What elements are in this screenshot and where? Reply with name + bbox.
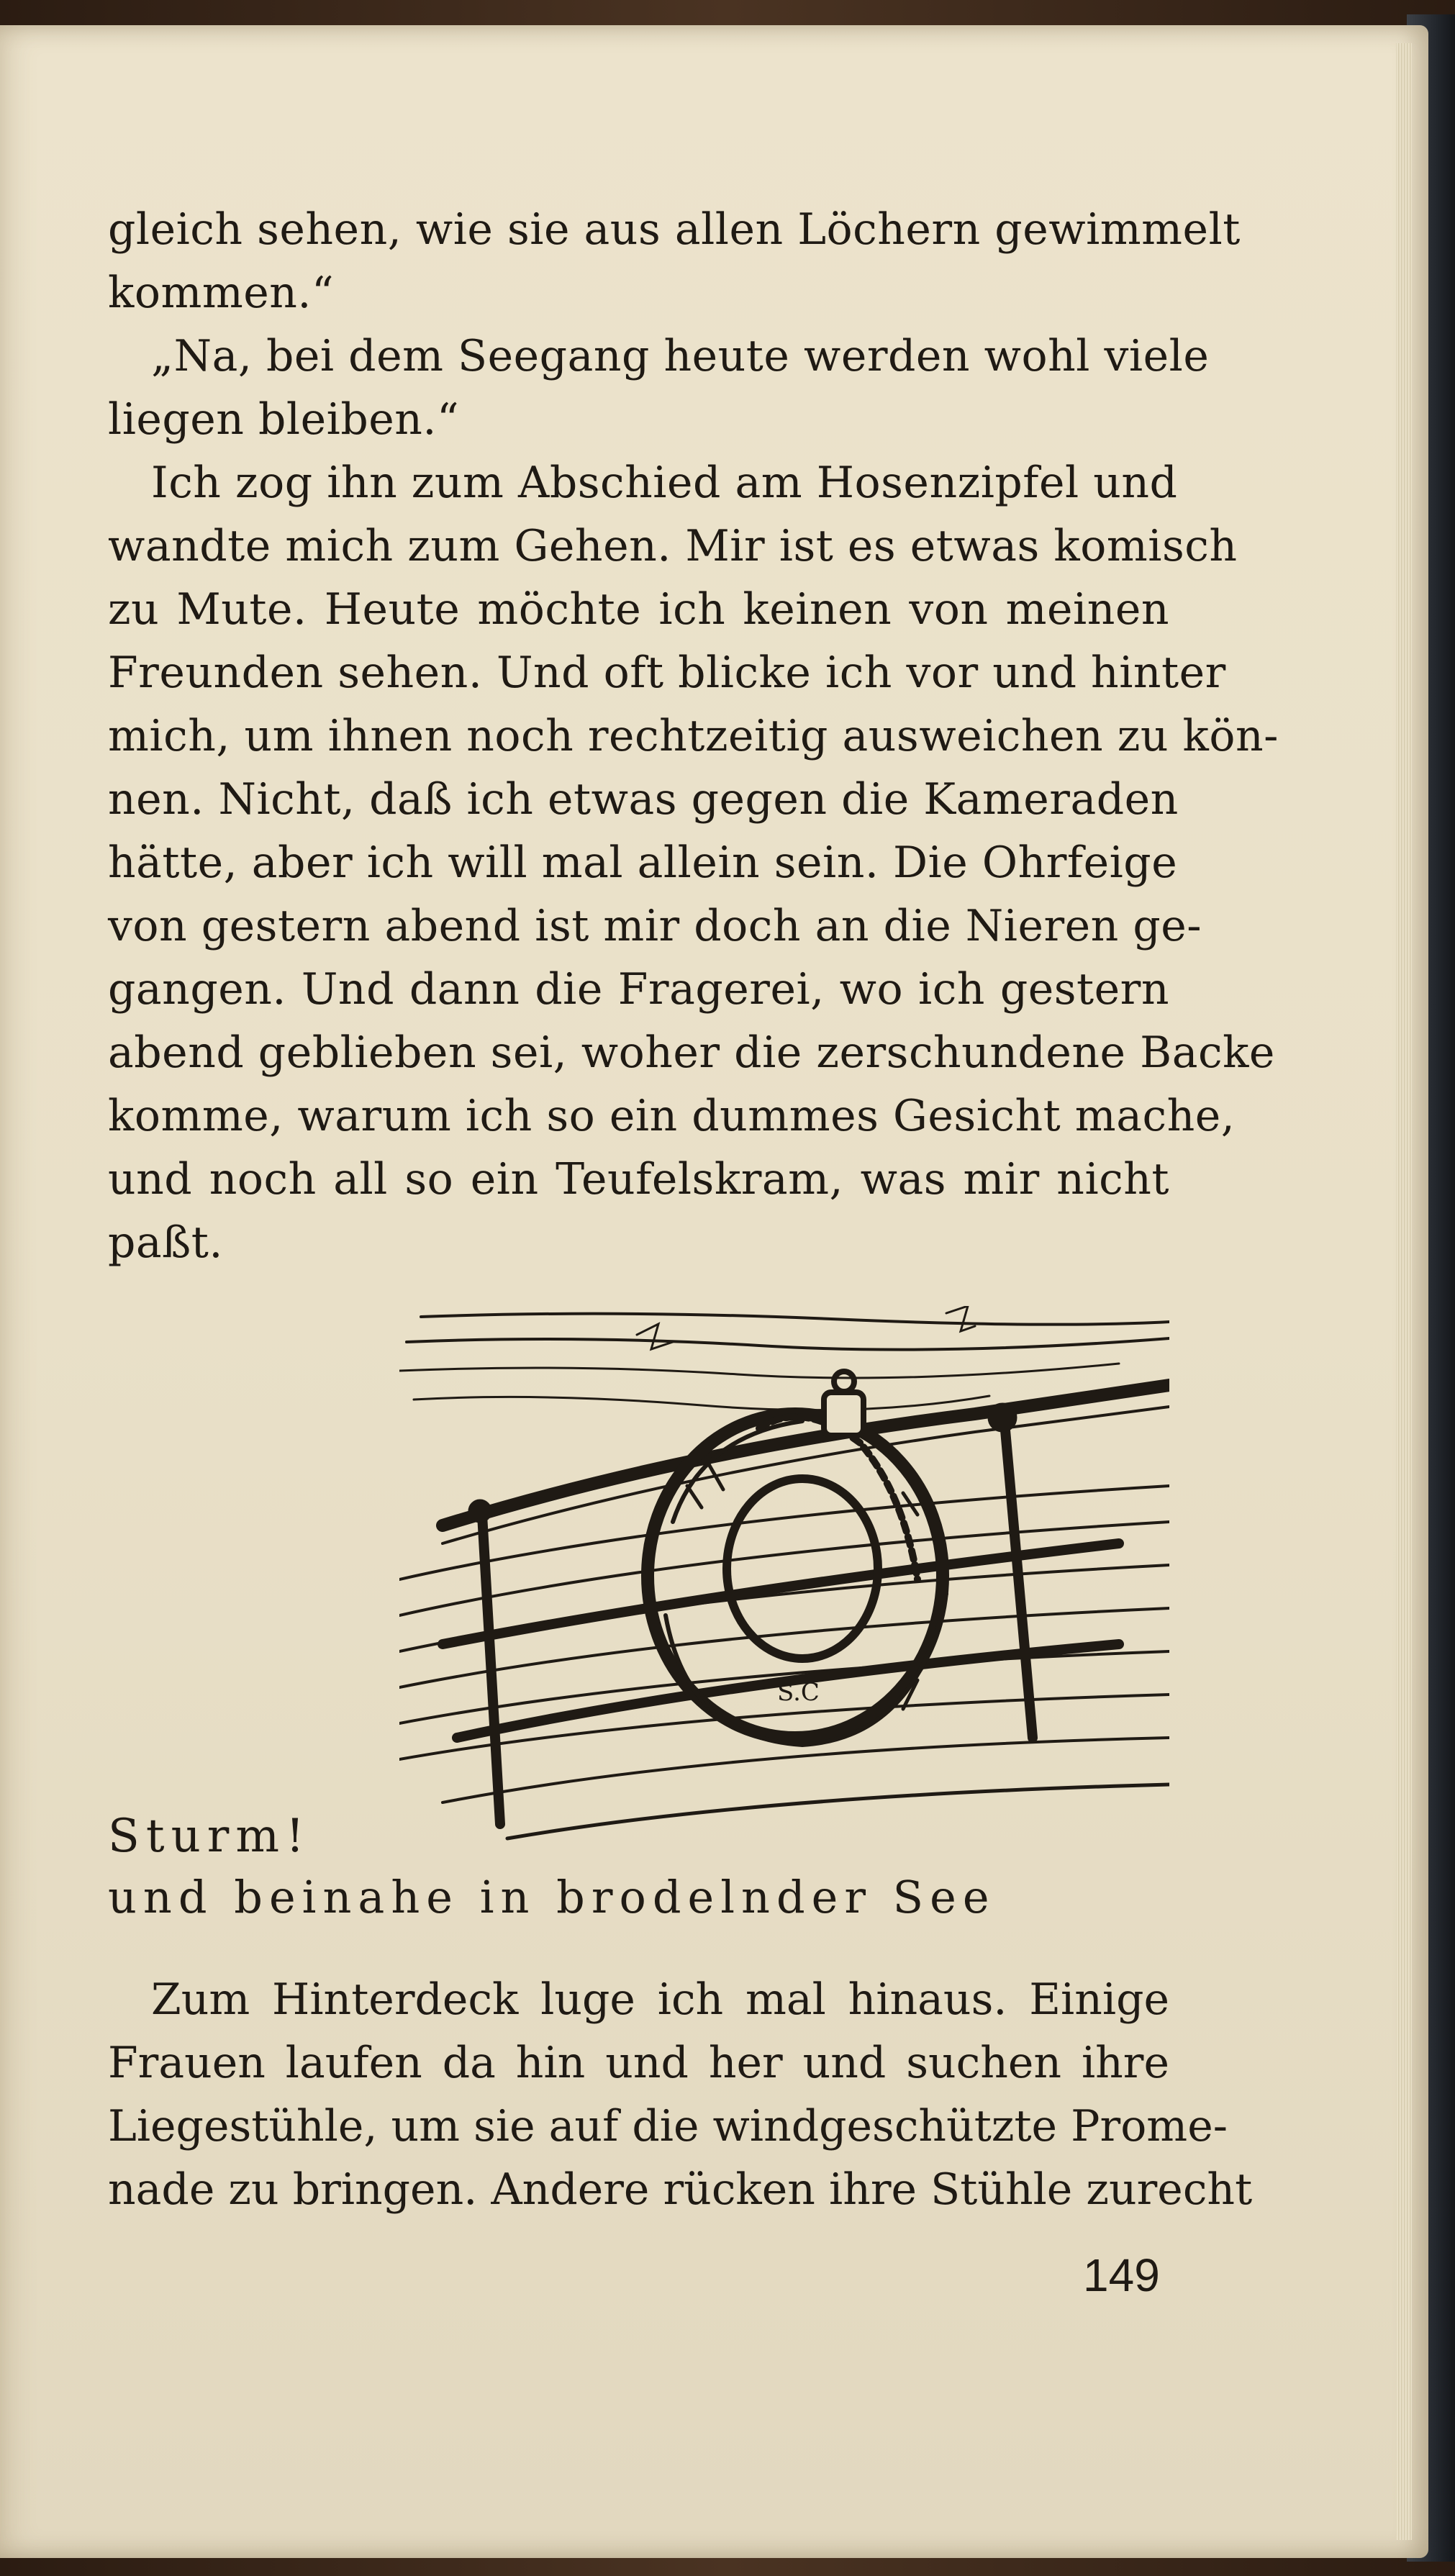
- text-line: Liegestühle, um sie auf die windgeschützte Prome-: [108, 2101, 1228, 2151]
- lifebuoy-lettering: S.C: [777, 1678, 820, 1707]
- text-line: und noch all so ein Teufelskram, was mir nicht: [108, 1154, 1169, 1205]
- text-line: wandte mich zum Gehen. Mir ist es etwas komisch: [108, 521, 1238, 571]
- text-line: hätte, aber ich will mal allein sein. Die Ohrfeige: [108, 838, 1178, 888]
- text-line: nen. Nicht, daß ich etwas gegen die Kameraden: [108, 774, 1179, 825]
- page-number: 149: [1083, 2249, 1160, 2301]
- text-line: Freunden sehen. Und oft blicke ich vor und hinter: [108, 648, 1226, 698]
- text-line: paßt.: [108, 1217, 223, 1268]
- ship-railing-lifebuoy-illustration: [399, 1306, 1169, 1867]
- text-line: zu Mute. Heute möchte ich keinen von meinen: [108, 584, 1169, 635]
- text-line: kommen.“: [108, 268, 335, 318]
- text-line: liegen bleiben.“: [108, 394, 460, 445]
- page-stack-edge: [1396, 43, 1412, 2540]
- text-line: nade zu bringen. Andere rücken ihre Stühle zurecht: [108, 2164, 1253, 2215]
- text-line: Ich zog ihn zum Abschied am Hosenzipfel und: [151, 458, 1178, 508]
- text-line: gangen. Und dann die Fragerei, wo ich gestern: [108, 964, 1169, 1015]
- text-line: von gestern abend ist mir doch an die Nieren ge-: [108, 901, 1202, 951]
- text-line: Zum Hinterdeck luge ich mal hinaus. Einige: [151, 1974, 1169, 2025]
- text-line: gleich sehen, wie sie aus allen Löchern gewimmelt: [108, 204, 1241, 255]
- text-line: abend geblieben sei, woher die zerschundene Backe: [108, 1028, 1275, 1078]
- caption-subtitle: und beinahe in brodelnder See: [108, 1871, 996, 1923]
- text-block-top: [108, 198, 1279, 1274]
- text-line: komme, warum ich so ein dummes Gesicht mache,: [108, 1091, 1236, 1141]
- text-block-bottom: [108, 1968, 1253, 2221]
- text-line: mich, um ihnen noch rechtzeitig ausweichen zu kön-: [108, 711, 1279, 761]
- text-line: „Na, bei dem Seegang heute werden wohl viele: [151, 331, 1210, 381]
- caption-title: Sturm!: [108, 1810, 311, 1863]
- text-line: Frauen laufen da hin und her und suchen ihre: [108, 2038, 1169, 2088]
